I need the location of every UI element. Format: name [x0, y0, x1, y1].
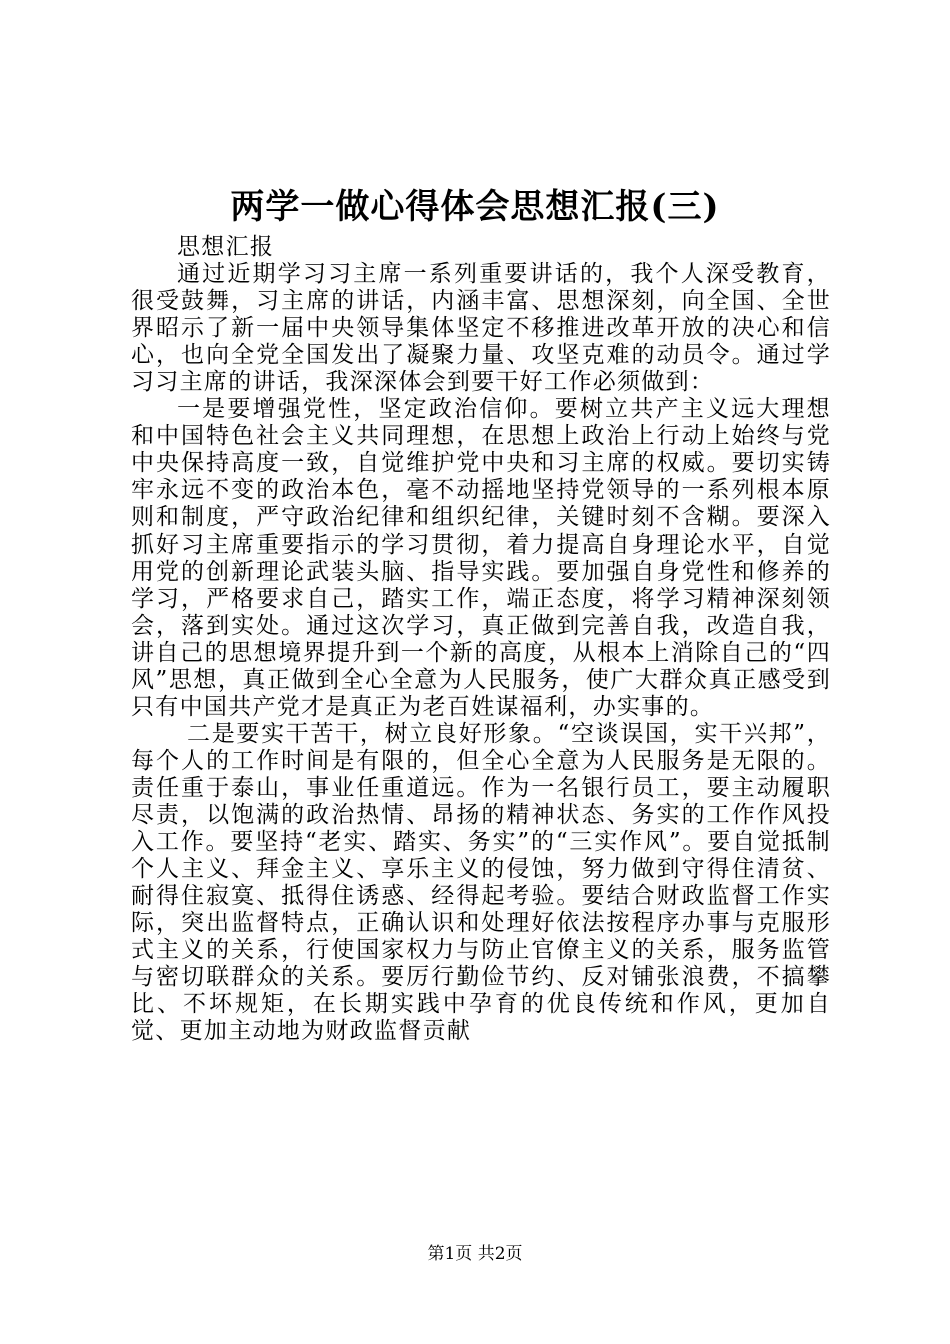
section-heading: 思想汇报 [177, 234, 275, 260]
paragraph-point-two: 二是要实干苦干，树立良好形象。“空谈误国，实干兴邦”，每个人的工作时间是有限的，但全心全意为人民服务是无限的。责任重于泰山，事业任重道远。作为一名银行员工，要主动履职尽责，以饱满的政治热情、昂扬的精神状态、务实的工作作风投入工作。要坚持“老实、踏实、务实”的“三实作风”。要自觉抵制个人主义、拜金主义、享乐主义的侵蚀，努力做到守得住清贫、耐得住寂寞、抵得住诱惑、经得起考验。要结合财政监督工作实际，突出监督特点，正确认识和处理好依法按程序办事与克服形式主义的关系，行使国家权力与防止官僚主义的关系，服务监管与密切联群众的关系。要厉行勤俭节约、反对铺张浪费，不搞攀比、不坏规矩，在长期实践中孕育的优良传统和作风，更加自觉、更加主动地为财政监督贡献 [131, 720, 831, 1045]
document-body [131, 234, 831, 1045]
document-title: 两学一做心得体会思想汇报(三) [230, 187, 720, 227]
paragraph-point-one: 一是要增强党性，坚定政治信仰。要树立共产主义远大理想和中国特色社会主义共同理想，在思想上政治上行动上始终与党中央保持高度一致，自觉维护党中央和习主席的权威。要切实铸牢永远不变的政治本色，毫不动摇地坚持党领导的一系列根本原则和制度，严守政治纪律和组织纪律，关键时刻不含糊。要深入抓好习主席重要指示的学习贯彻，着力提高自身理论水平，自觉用党的创新理论武装头脑、指导实践。要加强自身党性和修养的学习，严格要求自己，踏实工作，端正态度，将学习精神深刻领会，落到实处。通过这次学习，真正做到完善自我，改造自我，讲自己的思想境界提升到一个新的高度，从根本上消除自己的“四风”思想，真正做到全心全意为人民服务，使广大群众真正感受到只有中国共产党才是真正为老百姓谋福利，办实事的。 [131, 396, 831, 720]
paragraph-intro: 通过近期学习习主席一系列重要讲话的，我个人深受教育，很受鼓舞，习主席的讲话，内涵丰富、思想深刻，向全国、全世界昭示了新一届中央领导集体坚定不移推进改革开放的决心和信心，也向全党全国发出了凝聚力量、攻坚克难的动员令。通过学习习主席的讲话，我深深体会到要干好工作必须做到： [131, 261, 831, 396]
page-number-footer: 第1页 共2页 [427, 1244, 523, 1264]
